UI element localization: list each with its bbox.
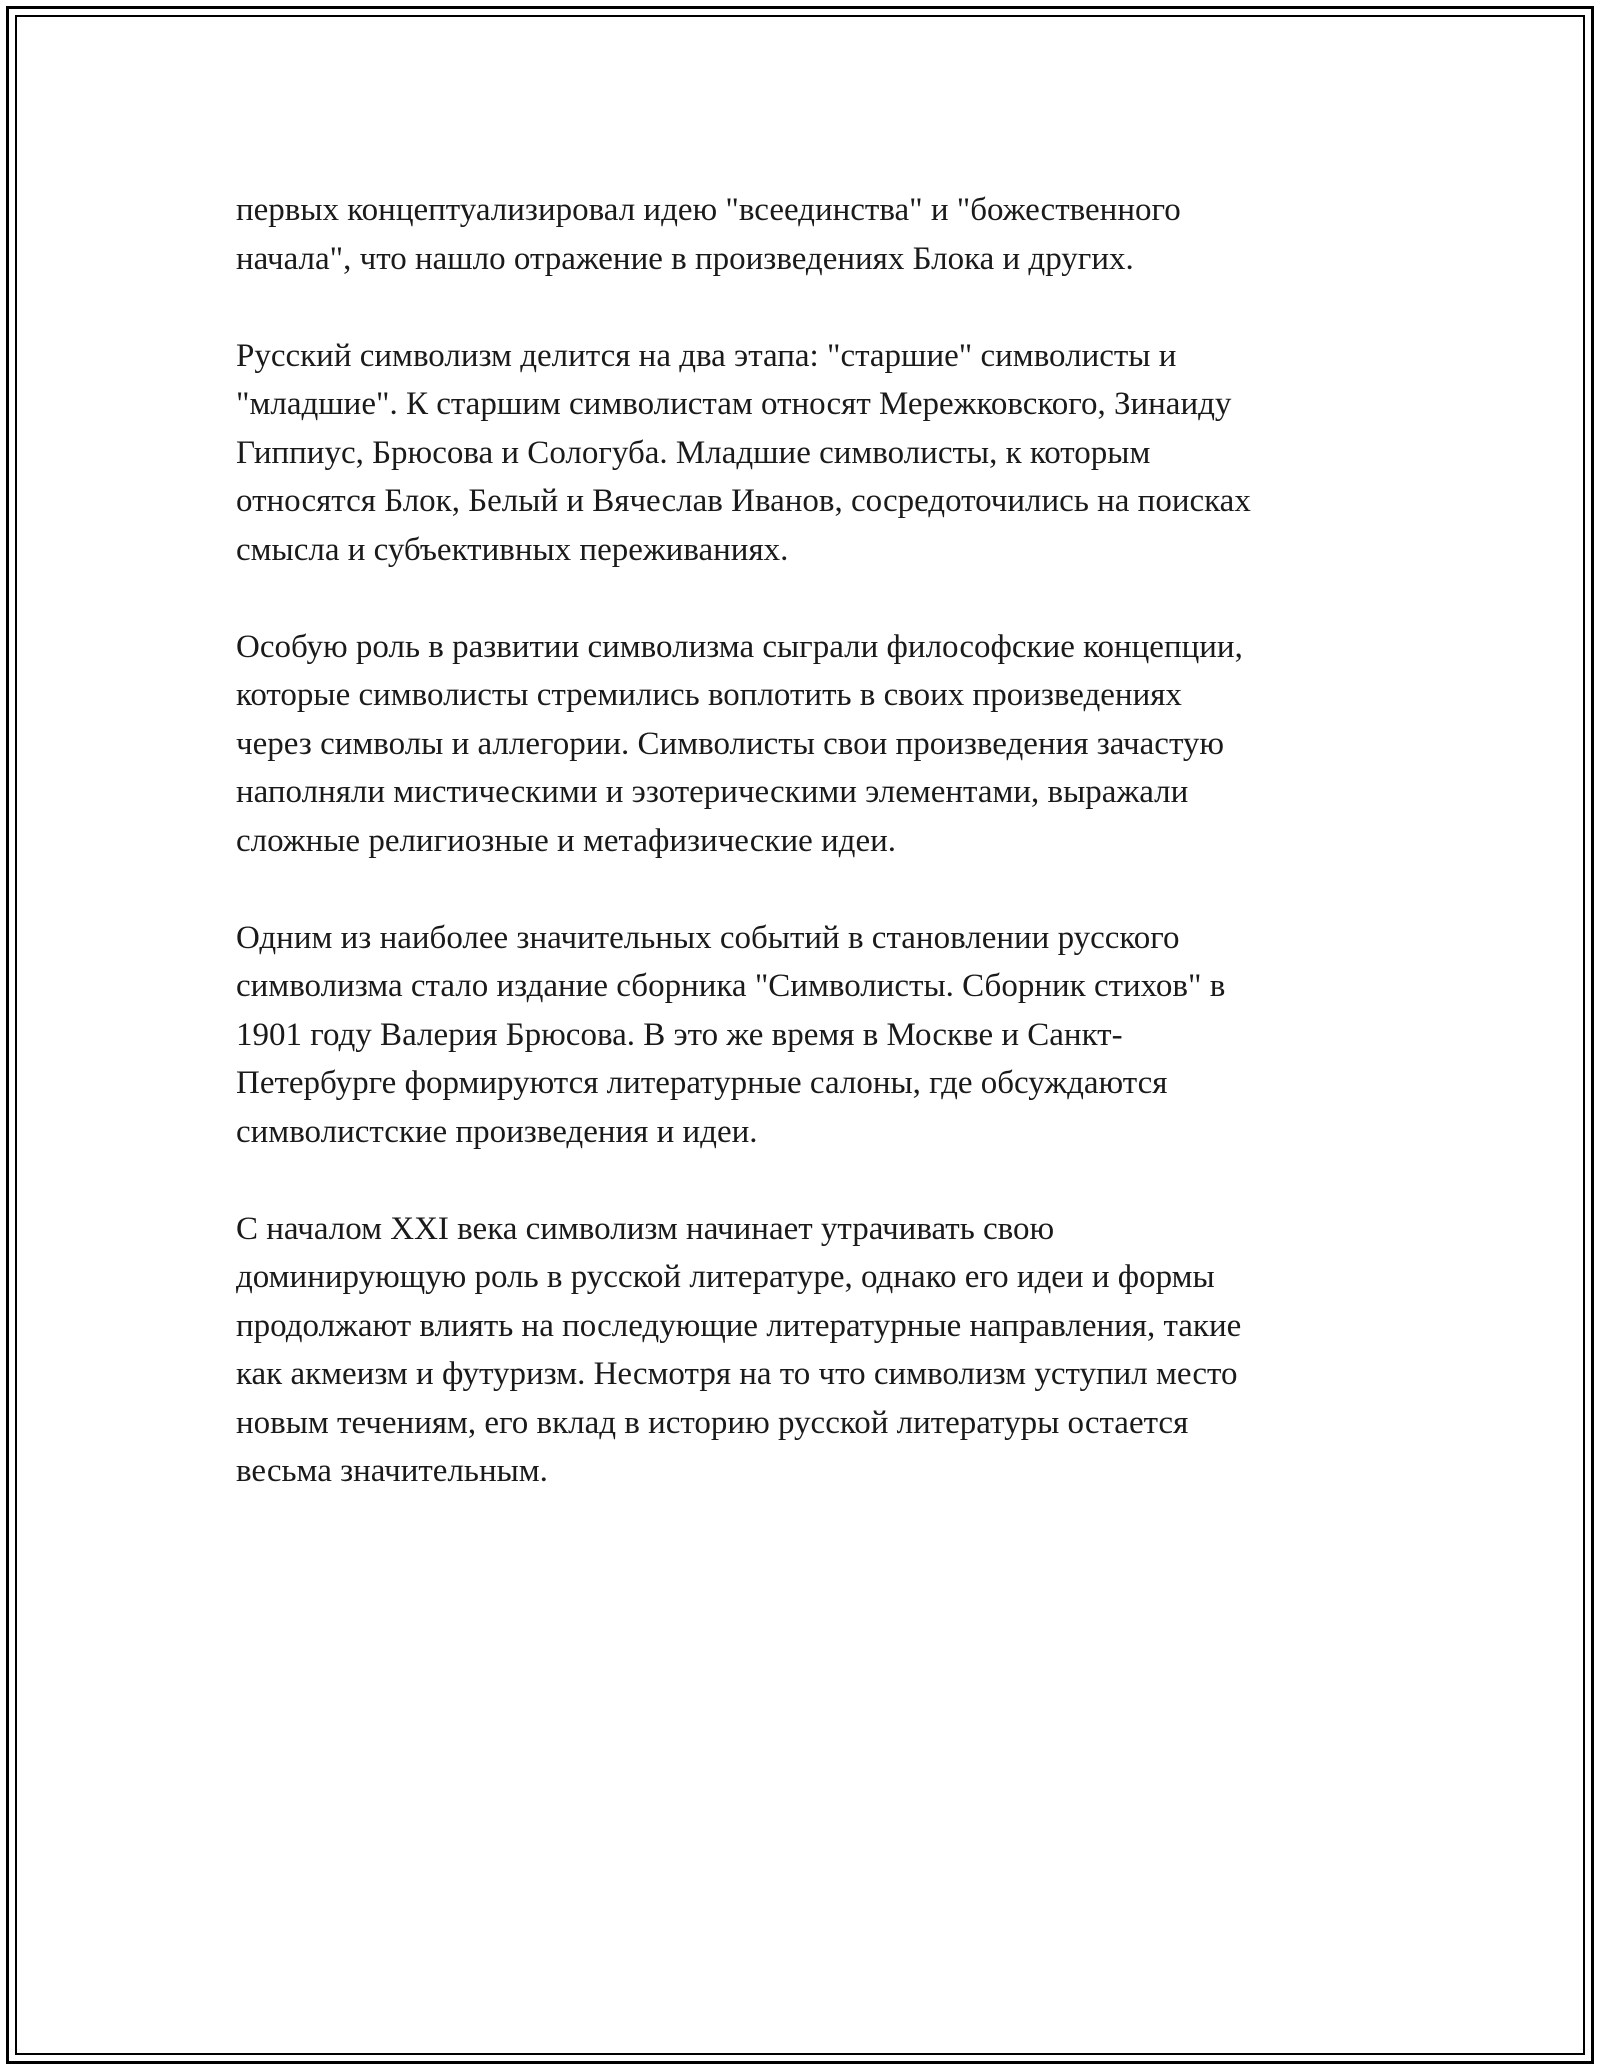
text-line: новым течениям, его вклад в историю русской литературы остается — [236, 1404, 1189, 1441]
text-line: символистские произведения и идеи. — [236, 1113, 758, 1150]
document-body — [236, 186, 1386, 1544]
text-line: наполняли мистическими и эзотерическими элементами, выражали — [236, 774, 1189, 810]
text-line: символизма стало издание сборника "Символисты. Сборник стихов" в — [236, 968, 1226, 1004]
paragraph — [236, 332, 1386, 575]
paragraph — [236, 1205, 1386, 1496]
text-line: 1901 году Валерия Брюсова. В это же время в Москве и Санкт- — [236, 1016, 1123, 1053]
text-line: Одним из наиболее значительных событий в становлении русского — [236, 919, 1180, 956]
text-line: "младшие". К старшим символистам относят Мережковского, Зинаиду — [236, 386, 1232, 422]
text-line: как акмеизм и футуризм. Несмотря на то что символизм уступил место — [236, 1356, 1238, 1392]
text-line: весьма значительным. — [236, 1453, 548, 1489]
text-line: доминирующую роль в русской литературе, однако его идеи и формы — [236, 1259, 1215, 1295]
text-line: которые символисты стремились воплотить в своих произведениях — [236, 677, 1182, 713]
text-line: Петербурге формируются литературные салоны, где обсуждаются — [236, 1065, 1168, 1101]
text-line: Гиппиус, Брюсова и Сологуба. Младшие символисты, к которым — [236, 434, 1151, 471]
paragraph — [236, 186, 1386, 283]
text-line: смысла и субъективных переживаниях. — [236, 531, 789, 568]
text-line: первых концептуализировал идею "всеединства" и "божественного — [236, 192, 1181, 228]
text-line: начала", что нашло отражение в произведениях Блока и других. — [236, 240, 1134, 277]
text-line: продолжают влиять на последующие литературные направления, такие — [236, 1307, 1242, 1344]
text-line: Особую роль в развитии символизма сыграли философские концепции, — [236, 628, 1243, 665]
text-line: относятся Блок, Белый и Вячеслав Иванов, сосредоточились на поисках — [236, 483, 1251, 519]
paragraph — [236, 623, 1386, 866]
text-line: С началом XXI века символизм начинает утрачивать свою — [236, 1210, 1055, 1247]
text-line: сложные религиозные и метафизические идеи. — [236, 822, 897, 859]
text-line: Русский символизм делится на два этапа: "старшие" символисты и — [236, 337, 1177, 374]
paragraph — [236, 914, 1386, 1157]
text-line: через символы и аллегории. Символисты свои произведения зачастую — [236, 725, 1225, 762]
